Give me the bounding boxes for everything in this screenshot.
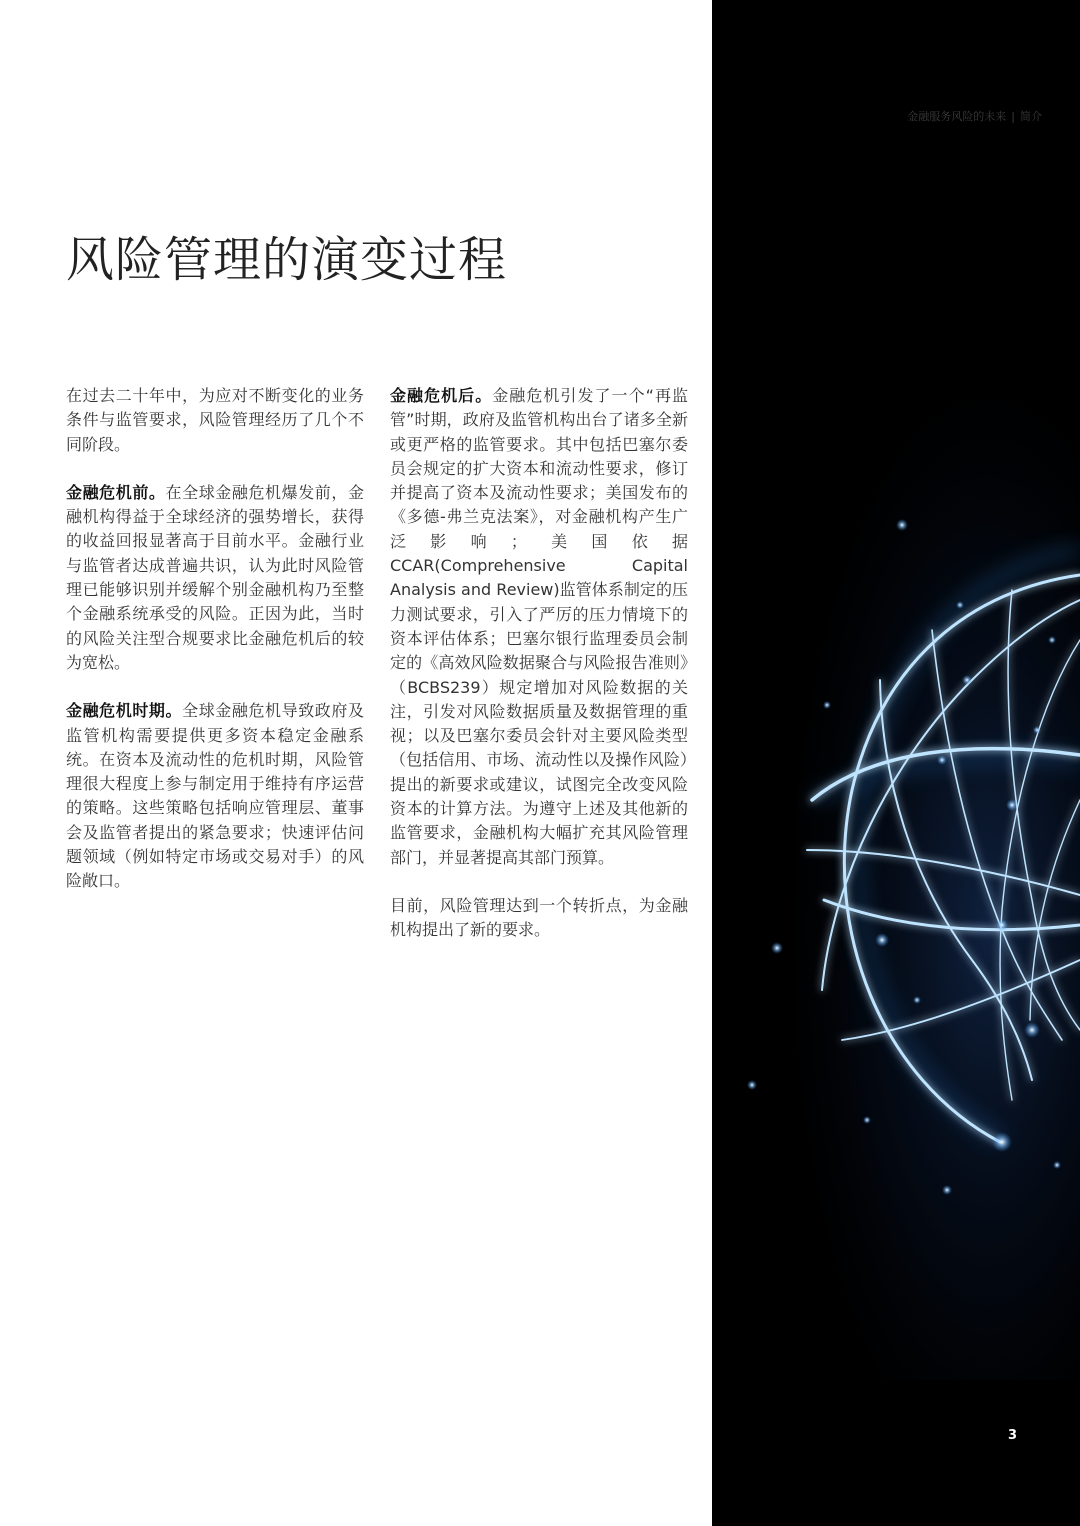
pre-crisis-paragraph — [66, 481, 364, 675]
post-crisis-label: 金融危机后。 — [390, 386, 493, 405]
pre-crisis-label: 金融危机前。 — [66, 482, 166, 502]
header-doc-title: 金融服务风险的未来 — [907, 110, 1007, 123]
during-crisis-text: 全球金融危机导致政府及监管机构需要提供更多资本稳定金融系统。在资本及流动性的危机时期，风险管理很大程度上参与制定用于维持有序运营的策略。这些策略包括响应管理层、董事会及监管者提出的紧急要求；快速评估问题领域（例如特定市场或交易对手）的风险敞口。 — [66, 701, 364, 891]
intro-paragraph — [66, 384, 364, 457]
during-crisis-label: 金融危机时期。 — [66, 701, 183, 721]
current-text: 目前，风险管理达到一个转折点，为金融机构提出了新的要求。 — [390, 895, 688, 940]
glowing-globe-illustration — [712, 0, 1080, 1526]
right-column — [390, 384, 688, 967]
pre-crisis-text: 在全球金融危机爆发前，金融机构得益于全球经济的强势增长，获得的收益回报显著高于目前水平。金融行业与监管者达成普遍共识，认为此时风险管理已能够识别并缓解个别金融机构乃至整个金融系统承受的风险。正因为此，当时的风险关注型合规要求比金融危机后的较为宽松。 — [66, 482, 364, 672]
during-crisis-paragraph — [66, 699, 364, 893]
current-paragraph — [390, 894, 688, 943]
page-number: 3 — [1008, 1428, 1018, 1443]
header-divider: | — [1011, 110, 1015, 123]
intro-text: 在过去二十年中，为应对不断变化的业务条件与监管要求，风险管理经历了几个不同阶段。 — [66, 386, 364, 454]
left-column — [66, 384, 364, 918]
header-section: 简介 — [1020, 110, 1042, 123]
globe-image-panel — [712, 0, 1080, 1526]
post-crisis-paragraph — [390, 384, 688, 870]
post-crisis-text: 金融危机引发了一个“再监管”时期，政府及监管机构出台了诸多全新或更严格的监管要求。其中包括巴塞尔委员会规定的扩大资本和流动性要求，修订并提高了资本及流动性要求；美国发布的《多德-弗兰克法案》，对金融机构产生广泛影响；美国依据CCAR(Comprehensive Capital Analysis and Review)监管体系制定的压力测试要求，引入了严厉的压力情境下的资本评估体系；巴塞尔银行监理委员会制定的《高效风险数据聚合与风险报告准则》（BCBS239）规定增加对风险数据的关注，引发对风险数据质量及数据管理的重视；以及巴塞尔委员会针对主要风险类型（包括信用、市场、流动性以及操作风险）提出的新要求或建议，试图完全改变风险资本的计算方法。为遵守上述及其他新的监管要求，金融机构大幅扩充其风险管理部门，并显著提高其部门预算。 — [390, 386, 688, 867]
page-title: 风险管理的演变过程 — [66, 232, 508, 288]
